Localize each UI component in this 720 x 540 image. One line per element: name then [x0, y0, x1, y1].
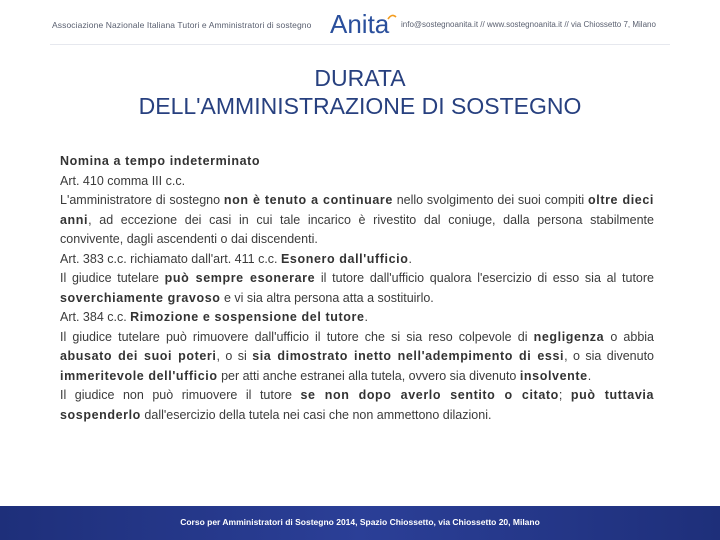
text-run: il tutore dall'ufficio qualora l'esercizio di esso sia al tutore — [315, 271, 654, 285]
paragraph — [60, 250, 654, 270]
bold-text: può sempre esonerare — [164, 271, 316, 285]
paragraph: Art. 410 comma III c.c. — [60, 173, 186, 188]
anita-logo: Anita — [330, 9, 390, 39]
paragraph — [60, 308, 654, 328]
paragraph — [60, 269, 654, 308]
footer-text: Corso per Amministratori di Sostegno 2014, Spazio Chiossetto, via Chiossetto 20, Milano — [180, 517, 540, 527]
text-run: o abbia — [604, 329, 654, 344]
logo-accent-icon — [387, 14, 397, 20]
bold-text: negligenza — [533, 329, 605, 344]
text-run: per atti anche estranei alla tutela, ovvero sia divenuto — [217, 368, 520, 383]
bold-text: Esonero dall'ufficio — [281, 251, 409, 266]
body-text — [60, 152, 654, 425]
text-run: Il giudice non può rimuovere il tutore — [60, 388, 301, 402]
bold-text: Rimozione e sospensione del tutore — [130, 310, 365, 324]
text-run: , o sia divenuto — [564, 349, 654, 363]
contact-info: info@sostegnoanita.it // www.sostegnoanita.it // via Chiossetto 7, Milano — [401, 20, 656, 29]
page-title — [0, 64, 720, 120]
paragraph — [60, 386, 654, 425]
title-line-1: DURATA — [314, 65, 406, 91]
text-run: , ad eccezione dei casi in cui tale incarico è rivestito dal coniuge, dalla persona stabilmente convivente, dagli ascendenti o dai discendenti. — [60, 212, 654, 246]
title-line-2: DELL'AMMINISTRAZIONE DI SOSTEGNO — [138, 93, 582, 119]
text-run: . — [587, 368, 592, 383]
bold-text: insolvente — [519, 368, 588, 383]
text-run: nello svolgimento dei suoi compiti — [392, 193, 589, 207]
bold-text: oltre dieci anni — [60, 193, 654, 227]
text-run: . — [364, 310, 368, 324]
text-run: e vi sia altra persona atta a sostituirlo. — [220, 290, 434, 305]
text-run: Art. 384 c.c. — [60, 310, 131, 324]
bold-text: sia dimostrato inetto nell'adempimento di essi — [252, 349, 565, 363]
bold-text: Nomina a tempo indeterminato — [60, 154, 261, 168]
bold-text: immeritevole dell'ufficio — [60, 368, 218, 383]
text-run: L'amministratore di sostegno — [60, 193, 224, 207]
bold-text: abusato dei suoi poteri — [60, 349, 217, 363]
text-run: . — [408, 251, 412, 266]
bold-text: soverchiamente gravoso — [60, 290, 221, 305]
text-run: , o si — [216, 349, 253, 363]
paragraph-heading — [60, 152, 654, 172]
paragraph — [60, 328, 654, 387]
text-run: dall'esercizio della tutela nei casi che non ammettono dilazioni. — [140, 407, 492, 422]
bold-text: può tuttavia sospenderlo — [60, 388, 655, 422]
text-run: Il giudice tutelare — [60, 271, 165, 285]
text-run: Art. 383 c.c. richiamato dall'art. 411 c.c. — [60, 251, 281, 266]
paragraph — [60, 191, 654, 250]
text-run: ; — [558, 388, 571, 402]
bold-text: se non dopo averlo sentito o citato — [300, 388, 559, 402]
association-name: Associazione Nazionale Italiana Tutori e Amministratori di sostegno — [52, 20, 312, 30]
footer-bar — [0, 506, 720, 540]
bold-text: non è tenuto a continuare — [223, 193, 393, 207]
text-run: Il giudice tutelare può rimuovere dall'ufficio il tutore che si sia reso colpevole di — [60, 329, 534, 344]
header — [0, 0, 720, 56]
header-divider — [50, 44, 670, 45]
